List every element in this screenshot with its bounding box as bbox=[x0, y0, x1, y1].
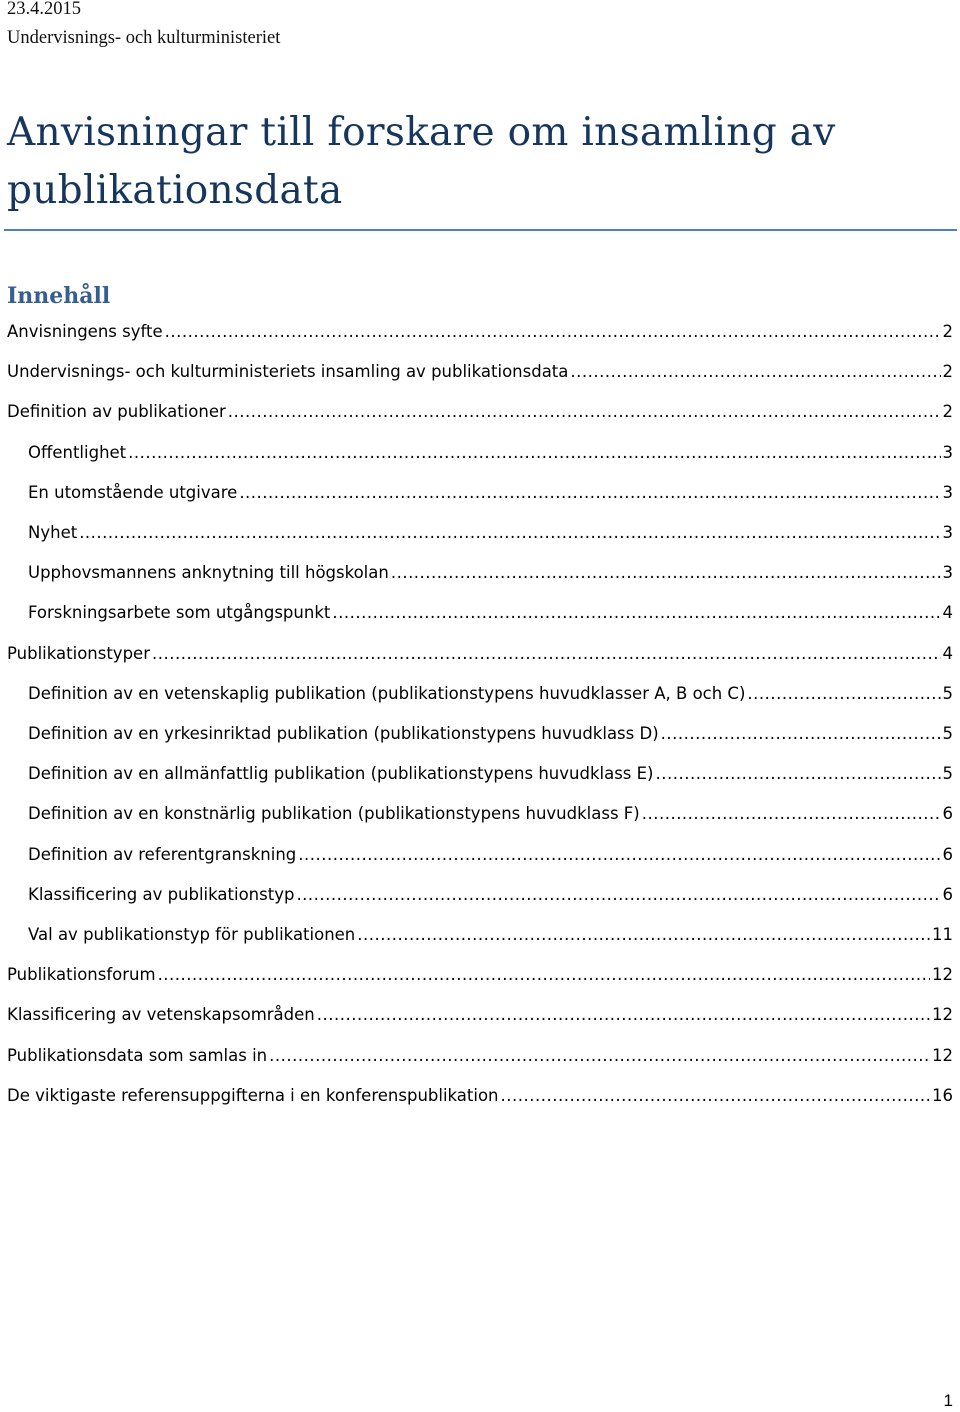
toc-entry-page: 11 bbox=[932, 925, 953, 944]
title-underline-rule bbox=[4, 229, 957, 231]
toc-entry[interactable] bbox=[0, 438, 960, 468]
toc-entry-title: Publikationstyper bbox=[7, 643, 150, 663]
toc-dot-leader bbox=[357, 920, 930, 950]
toc-entry[interactable] bbox=[0, 598, 960, 628]
toc-dot-leader bbox=[228, 397, 941, 427]
toc-entry-page: 16 bbox=[932, 1085, 953, 1105]
toc-entry-title: Definition av en yrkesinriktad publikation (publikationstypens huvudklass D) bbox=[28, 724, 659, 743]
toc-entry[interactable] bbox=[0, 960, 960, 990]
toc-entry[interactable] bbox=[0, 518, 960, 548]
toc-dot-leader bbox=[79, 518, 940, 548]
toc-entry-title: Val av publikationstyp för publikationen bbox=[28, 925, 356, 944]
toc-heading: Innehåll bbox=[7, 283, 111, 309]
toc-dot-leader bbox=[661, 719, 941, 749]
toc-entry-page: 6 bbox=[942, 844, 953, 864]
toc-entry-page: 4 bbox=[942, 603, 953, 623]
toc-dot-leader bbox=[152, 639, 941, 669]
toc-entry-title: En utomstående utgivare bbox=[28, 482, 238, 502]
toc-entry-page: 12 bbox=[932, 1005, 953, 1025]
toc-dot-leader bbox=[158, 960, 930, 990]
toc-dot-leader bbox=[656, 759, 941, 789]
toc-entry[interactable] bbox=[0, 639, 960, 669]
toc-entry-page: 2 bbox=[942, 322, 953, 341]
toc-dot-leader bbox=[165, 317, 941, 347]
toc-entry[interactable] bbox=[0, 1000, 960, 1030]
toc-entry[interactable] bbox=[0, 880, 960, 910]
toc-entry-title: Definition av en allmänfattlig publikation (publikationstypens huvudklass E) bbox=[28, 764, 654, 784]
toc-entry-page: 3 bbox=[942, 523, 953, 542]
toc-entry[interactable] bbox=[0, 1041, 960, 1071]
toc-entry-title: Klassificering av publikationstyp bbox=[28, 884, 295, 904]
toc-entry-page: 12 bbox=[932, 1045, 953, 1065]
toc-entry[interactable] bbox=[0, 478, 960, 508]
toc-entry-page: 5 bbox=[942, 683, 953, 703]
toc-dot-leader bbox=[642, 799, 941, 829]
toc-entry-page: 3 bbox=[942, 442, 953, 462]
toc-entry-page: 3 bbox=[942, 563, 953, 583]
toc-dot-leader bbox=[570, 357, 940, 387]
toc-entry[interactable] bbox=[0, 1081, 960, 1111]
toc-entry-page: 5 bbox=[942, 724, 953, 743]
toc-entry[interactable] bbox=[0, 759, 960, 789]
toc-entry-page: 5 bbox=[942, 764, 953, 784]
toc-entry-title: Anvisningens syfte bbox=[7, 322, 163, 341]
toc-entry[interactable] bbox=[0, 397, 960, 427]
toc-entry-title: Undervisnings- och kulturministeriets insamling av publikationsdata bbox=[7, 362, 569, 382]
toc-dot-leader bbox=[747, 679, 940, 709]
toc-dot-leader bbox=[296, 880, 940, 910]
document-title: Anvisningar till forskare om insamling av publikationsdata bbox=[7, 110, 836, 213]
toc-dot-leader bbox=[269, 1041, 930, 1071]
document-organization: Undervisnings- och kulturministeriet bbox=[7, 28, 281, 48]
toc-entry-title: Upphovsmannens anknytning till högskolan bbox=[28, 563, 389, 583]
toc-entry[interactable] bbox=[0, 840, 960, 870]
toc-entry-title: Definition av publikationer bbox=[7, 402, 226, 422]
toc-dot-leader bbox=[128, 438, 940, 468]
toc-dot-leader bbox=[317, 1000, 930, 1030]
toc-dot-leader bbox=[391, 558, 941, 588]
toc-entry-page: 2 bbox=[942, 402, 953, 422]
toc-entry[interactable] bbox=[0, 317, 960, 347]
toc-entry[interactable] bbox=[0, 799, 960, 829]
page-number: 1 bbox=[943, 1391, 953, 1410]
toc-entry[interactable] bbox=[0, 679, 960, 709]
toc-entry-title: Forskningsarbete som utgångspunkt bbox=[28, 603, 331, 623]
toc-entry-page: 2 bbox=[942, 362, 953, 382]
toc-entry[interactable] bbox=[0, 920, 960, 950]
toc-entry-page: 3 bbox=[942, 482, 953, 502]
toc-dot-leader bbox=[239, 478, 940, 508]
document-date: 23.4.2015 bbox=[7, 0, 81, 19]
toc-entry-page: 12 bbox=[932, 965, 953, 985]
toc-entry-title: Definition av en vetenskaplig publikation (publikationstypens huvudklasser A, B och C) bbox=[28, 683, 746, 703]
toc-dot-leader bbox=[332, 598, 940, 628]
toc-entry-title: Nyhet bbox=[28, 523, 78, 542]
toc-entry-page: 6 bbox=[942, 884, 953, 904]
toc-dot-leader bbox=[298, 840, 940, 870]
toc-entry[interactable] bbox=[0, 719, 960, 749]
toc-dot-leader bbox=[501, 1081, 930, 1111]
toc-entry-title: Publikationsforum bbox=[7, 965, 156, 985]
toc-entry-page: 6 bbox=[942, 804, 953, 824]
toc-entry[interactable] bbox=[0, 357, 960, 387]
toc-entry-title: Definition av en konstnärlig publikation (publikationstypens huvudklass F) bbox=[28, 804, 640, 824]
toc-entry-title: Klassificering av vetenskapsområden bbox=[7, 1005, 315, 1025]
toc-entry-title: Definition av referentgranskning bbox=[28, 844, 297, 864]
toc-entry-page: 4 bbox=[942, 643, 953, 663]
toc-entry[interactable] bbox=[0, 558, 960, 588]
toc-entry-title: De viktigaste referensuppgifterna i en konferenspublikation bbox=[7, 1085, 499, 1105]
toc-entry-title: Publikationsdata som samlas in bbox=[7, 1045, 268, 1065]
toc-entry-title: Offentlighet bbox=[28, 442, 127, 462]
